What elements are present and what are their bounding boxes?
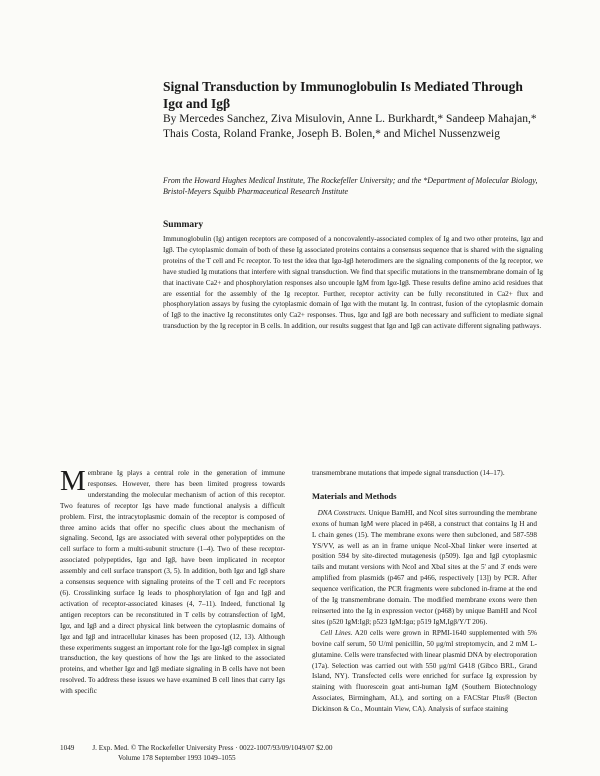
cell-lines-paragraph [312,628,537,715]
cell-lines-text: A20 cells were grown in RPMI-1640 supplemented with 5% bovine calf serum, 50 U/ml penicillin, 50 μg/ml streptomycin, and 2 mM L-glutamine. Cells were transfected with linear plasmid DNA by electroporation (17a). Selection was carried out with 550 μg/ml G418 (Gibco BRL, Grand Island, NY). Transfected cells were enriched for surface Ig expression by staining with fluorescein goat anti-human IgM (Southern Biotechnology Associates, Birmingham, AL), and sorting on a FACStar Plus® (Becton Dickinson & Co., Mountain View, CA). Analysis of surface staining [312,628,537,714]
author-list: By Mercedes Sanchez, Ziva Misulovin, Anne L. Burkhardt,* Sandeep Mahajan,* Thais Costa, Roland Franke, Joseph B. Bolen,* and Michel Nussenzweig [163,113,537,140]
article-title: Signal Transduction by Immunoglobulin Is Mediated Through Igα and Igβ [163,79,523,111]
dna-constructs-paragraph [312,508,537,628]
drop-cap: M [60,465,86,497]
affiliation: From the Howard Hughes Medical Institute, The Rockefeller University; and the *Department of Molecular Biology, Bristol-Meyers Squibb Pharmaceutical Research Institute [163,176,538,196]
dna-constructs-text: Unique BamHI, and NcoI sites surrounding the membrane exons of human IgM were placed in p468, a construct that contains Ig H and L chain genes (15). The membrane exons were then subcloned, and 587-598 YS/VV, as well as an in frame unique NcoI-XbaI linker were inserted at position 594 by site-directed mutagenesis (p509). Igα and Igβ cytoplasmic tails and mutant versions with NcoI and XbaI sites at the 5' and 3' ends were amplified from plasmids (p467 and p466, respectively [13]) by PCR. After sequence verification, the PCR fragments were subcloned in-frame at the end of the Ig transmembrane domain. The modified membrane exons were then reinserted into the Ig in expression vector (p468) by unique BamHI and NcoI sites (p520 IgM:Igβ; p523 IgM:Igα; p519 IgM,Igβ/Y/T 206). [312,508,537,626]
right-column [312,468,537,715]
page-footer [60,743,544,763]
cell-lines-label: Cell Lines. [320,628,353,637]
summary-heading: Summary [163,220,204,230]
journal-info: J. Exp. Med. © The Rockefeller University Press · 0022-1007/93/09/1049/07 $2.00 [92,744,333,752]
intro-continuation: transmembrane mutations that impede signal transduction (14–17). [312,469,505,477]
intro-text: embrane Ig plays a central role in the generation of immune responses. However, there has been limited progress towards understanding the molecular mechanism of action of this receptor. Two features of receptor Igs have made functional analysis a difficult problem. First, the intracytoplasmic domain of the receptor is composed of three amino acids that offer no specific clues about the mechanism of signaling. Second, Igs are associated with several other polypeptides on the cell surface to form a multi-subunit structure (1–4). Two of these receptor-associated polypeptides, Igα and Igβ, have been implicated in receptor assembly and cell surface transport (3, 5). In addition, both Igα and Igβ share a consensus sequence with signaling proteins of the T cell and Fc receptors (6). Crosslinking surface Ig leads to phosphorylation of Igα and Igβ and activation of receptor-associated kinases (4, 7–11). Indeed, functional Ig antigen receptors can be reconstituted in T cells by cotransfection of IgM, Igα, and Igβ and a direct physical link between the cytoplasmic domains of Igα and Igβ and intracellular kinases has been proposed (12, 13). Although these experiments suggest an important role for the Igα-Igβ complex in signal transduction, the key questions of how the Igs are linked to the associated proteins, and whether Igα and Igβ mediate signaling in B cells have not been resolved. To address these issues we have examined B cell lines that carry Igs with specific [60,469,285,696]
methods-heading: Materials and Methods [312,490,397,501]
left-column [60,465,285,697]
page-number: 1049 [60,744,75,752]
summary-text: Immunoglobulin (Ig) antigen receptors are composed of a noncovalently-associated complex of Ig and two other proteins, Igα and Igβ. The cytoplasmic domain of both of these Ig associated proteins contains a consensus sequence that is shared with the signaling proteins of the T cell and Fc receptor. To test the idea that Igα-Igβ heterodimers are the signaling components of the Ig receptor, we have studied Ig mutations that interfere with signal transduction. We find that specific mutations in the transmembrane domain of Ig that inactivate Ca2+ and phosphorylation responses also uncouple IgM from Igα-Igβ. These results define amino acid residues that are essential for the assembly of the Ig receptor. Further, receptor activity can be fully reconstituted in Ca2+ flux and phosphorylation assays by fusing the cytoplasmic domain of Igα with the mutant Ig. In contrast, fusion of the cytoplasmic domain of Igβ to the inactive Ig reconstitutes only Ca2+ responses. Thus, Igα and Igβ are both necessary and sufficient to mediate signal transduction by the Ig receptor in B cells. In addition, our results suggest that Igα and Igβ can activate different signaling pathways. [163,235,543,331]
volume-info: Volume 178 September 1993 1049–1055 [118,754,236,762]
dna-constructs-label: DNA Constructs. [317,508,367,517]
intro-paragraph [60,465,285,697]
